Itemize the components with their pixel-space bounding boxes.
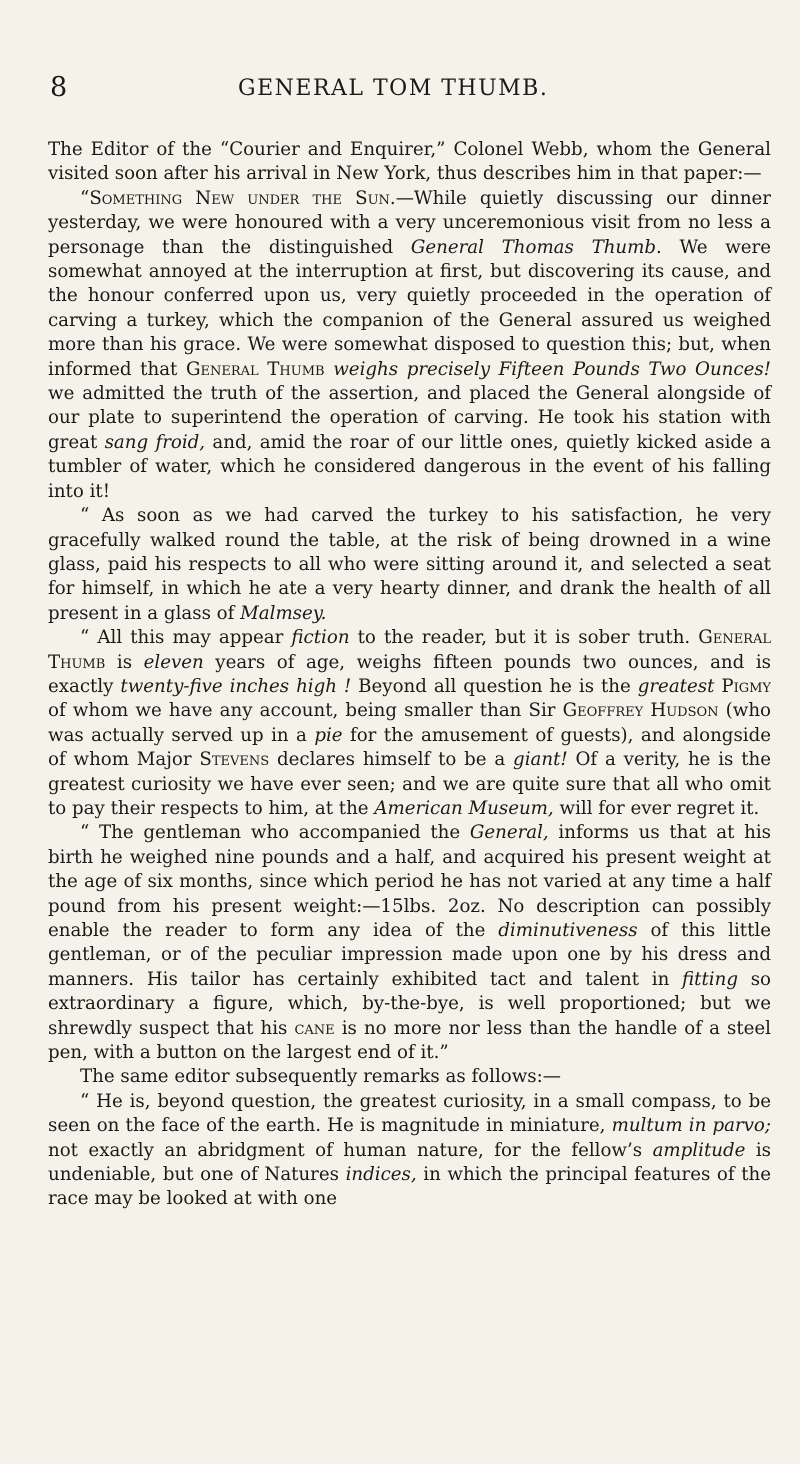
italic-text: amplitude: [652, 1139, 746, 1161]
text-run: so extraordinary a figure, which, by-the-bye, is well proportioned; but we shrewdly suspect that his: [48, 968, 771, 1039]
text-run: “ As soon as we had carved the turkey to his satisfaction, he very gracefully walked round the table, at the risk of being drowned in a wine glass, paid his respects to all who were sitting around it, and selected a seat for himself, in which he ate a very hearty dinner, and drank the health of all present in a glass of: [48, 505, 771, 624]
text-run: informs us that at his birth he weighed nine pounds and a half, and acquired his present weight at the age of six months, since which period he has not varied at any time a half pound from his present weight:—15lbs. 2oz. No description can possibly enable the reader to form any idea of the: [48, 822, 771, 941]
text-run: The Editor of the “Courier and Enquirer,” Colonel Webb, whom the General visited soon after his arrival in New York, thus describes him in that paper:—: [48, 139, 771, 185]
small-caps-text: General Thumb: [185, 358, 325, 380]
text-run: is: [105, 651, 144, 673]
paragraph: [48, 138, 771, 187]
italic-text: General Thomas Thumb.: [410, 236, 662, 258]
italic-text: indices,: [345, 1164, 417, 1186]
body-text: [48, 138, 771, 1212]
small-caps-text: Pigmy: [721, 675, 771, 697]
italic-text: multum in parvo;: [611, 1115, 771, 1137]
small-caps-text: cane: [294, 1017, 335, 1039]
small-caps-text: Stevens: [199, 749, 270, 771]
italic-text: diminutiveness: [498, 920, 638, 941]
text-run: in which the principal features of the race may be looked at with one: [48, 1164, 771, 1210]
page-number: 8: [50, 72, 68, 103]
text-run: is undeniable, but one of Natures: [48, 1139, 771, 1186]
text-run: not exactly an abridgment of human nature, for the fellow’s: [48, 1139, 653, 1161]
text-run: will for ever regret it.: [553, 797, 760, 819]
text-run: Beyond all question he is the: [351, 675, 638, 697]
italic-text: Malmsey.: [240, 602, 327, 624]
italic-text: eleven: [143, 651, 204, 673]
text-run: [325, 359, 334, 380]
text-run: to the reader, but it is sober truth.: [349, 627, 699, 649]
running-title: GENERAL TOM THUMB.: [238, 76, 549, 101]
text-run: of whom we have any account, being smaller than Sir: [48, 700, 563, 722]
italic-text: twenty-five inches high !: [120, 675, 352, 697]
italic-text: American Museum,: [374, 797, 554, 819]
text-run: years of age, weighs fifteen pounds two ounces, and is exactly: [48, 651, 771, 697]
paragraph: [48, 504, 771, 626]
paragraph: [48, 1090, 771, 1212]
text-run: “ The gentleman who accompanied the: [80, 822, 470, 844]
small-caps-text: Something New under the Sun.: [89, 187, 396, 209]
text-run: of this little gentleman, or of the peculiar impression made upon one by his dress and manners. His tailor has certainly exhibited tact and talent in: [48, 920, 771, 990]
page-header: [0, 72, 800, 112]
italic-text: fitting: [682, 968, 738, 990]
italic-text: pie: [314, 724, 343, 746]
text-run: “: [80, 187, 90, 209]
paragraph: [48, 821, 771, 1065]
italic-text: General,: [469, 822, 549, 844]
italic-text: weighs precisely Fifteen Pounds Two Ounces!: [333, 358, 771, 380]
italic-text: fiction: [291, 627, 350, 649]
small-caps-text: Geoffrey Hudson: [562, 700, 719, 722]
text-run: declares himself to be a: [269, 749, 514, 771]
text-run: We were somewhat annoyed at the interruption at first, but discovering its cause, and the honour conferred upon us, very quietly proceeded in the operation of carving a turkey, which the companion of the General assured us weighed more than his grace. We were somewhat disposed to question this; but, when informed that: [48, 236, 771, 380]
italic-text: giant!: [513, 749, 568, 771]
text-run: Of a verity, he is the greatest curiosity we have ever seen; and we are quite sure that all who omit to pay their respects to him, at the: [48, 749, 771, 819]
text-run: The same editor subsequently remarks as follows:—: [80, 1066, 561, 1088]
text-run: —While quietly discussing our dinner yesterday, we were honoured with a very unceremonious visit from no less a personage than the distinguished: [48, 187, 771, 258]
paragraph: [48, 187, 771, 504]
italic-text: sang froid,: [104, 431, 206, 453]
text-run: is no more nor less than the handle of a steel pen, with a button on the largest end of it.”: [48, 1017, 771, 1064]
paragraph: [48, 626, 771, 821]
text-run: we admitted the truth of the assertion, and placed the General alongside of our plate to superintend the operation of carving. He took his station with great: [48, 383, 771, 453]
text-run: for the amusement of guests), and alongside of whom Major: [48, 724, 772, 771]
text-run: “ All this may appear: [80, 627, 292, 649]
small-caps-text: General Thumb: [48, 627, 771, 673]
paragraph: [48, 1065, 771, 1089]
text-run: (who was actually served up in a: [48, 700, 771, 746]
text-run: “ He is, beyond question, the greatest curiosity, in a small compass, to be seen on the face of the earth. He is magnitude in miniature,: [48, 1090, 771, 1137]
text-run: and, amid the roar of our little ones, quietly kicked aside a tumbler of water, which he considered dangerous in the event of his falling into it!: [48, 431, 771, 502]
italic-text: greatest: [637, 675, 715, 697]
